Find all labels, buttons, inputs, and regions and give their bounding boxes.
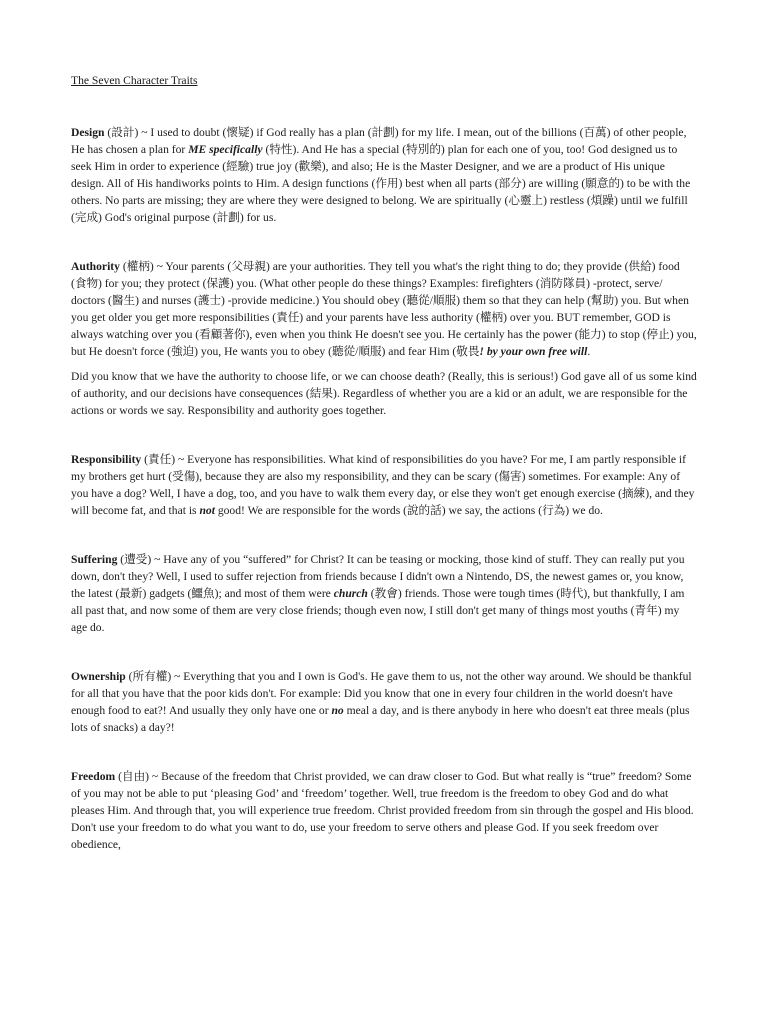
responsibility-text-2: good! We are responsible for the words (說的話) we say, the actions (行為) we do. <box>214 504 603 517</box>
design-text-1: (設計) ~ I used to doubt (懷疑) if God really has a plan (計劃) for my life. I mean, out of the billions (百萬) of other people, He has chosen a plan for <box>71 126 687 156</box>
suffering-text-1: (遭受) ~ Have any of you “suffered” for Christ? It can be teasing or mocking, those kind of stuff. They can really put you down, don't they? Well, I used to suffer rejection from friends because I didn't own a Nintendo, DS, the newest games or, you know, the latest (最新) gadgets (鱷魚); and most of them were <box>71 553 685 600</box>
freedom-paragraph <box>71 768 697 853</box>
authority-emphasis: ! by your own free will <box>479 345 588 358</box>
authority-text-1: (權柄) ~ Your parents (父母親) are your authorities. They tell you what's the right thing to do; they provide (供給) food (食物) for you; they protect (保護) you. (What other people do these things? Examples: firefighters (消防隊員) -protect, serve/ doctors (醫生) and nurses (護士) -provide medicine.) You should obey (聽從/順服) them so that they can help (幫助) you. But when you get older you get more responsibilities (責任) and your parents have less authority (權柄) over you. BUT remember, GOD is always watching over you (看顧著你), even when you think He doesn't see you. He certainly has the power (能力) to stop (停止) you, but He doesn't force (強迫) you, He wants you to obey (聽從/順服) and fear Him (敬畏 <box>71 260 697 358</box>
authority-paragraph <box>71 258 697 360</box>
design-emphasis: ME specifically <box>188 143 263 156</box>
ownership-text-2: meal a day, and is there anybody in here who doesn't eat three meals (plus lots of snacks) a day?! <box>71 704 690 734</box>
suffering-term: Suffering <box>71 553 118 566</box>
authority-paragraph-2: Did you know that we have the authority to choose life, or we can choose death? (Really, this is serious!) God gave all of us some kind of authority, and our decisions have consequences (結果). Regardless of whether you are a kid or an adult, we are responsible for the actions or words we say. Responsibility and authority goes together. <box>71 370 697 417</box>
document-page <box>71 72 697 853</box>
suffering-paragraph <box>71 551 697 636</box>
ownership-text-1: (所有權) ~ Everything that you and I own is God's. He gave them to us, not the other way around. We should be thankful for all that you have that the poor kids don't. For example: Did you know that one in every four children in the world doesn't have enough food to eat?! And usually they only have one or <box>71 670 692 717</box>
freedom-text-1: (自由) ~ Because of the freedom that Christ provided, we can draw closer to God. But what really is “true” freedom? Some of you may not be able to put ‘pleasing God’ and ‘freedom’ together. Well, true freedom is the freedom to obey God and do what pleases Him. And through that, you will experience true freedom. Christ provided freedom from sin through the gospel and His blood. Don't use your freedom to do what you want to do, use your freedom to serve others and please God. If you seek freedom over obedience, <box>71 770 694 851</box>
design-paragraph <box>71 124 697 226</box>
design-text-2: (特性). And He has a special (特別的) plan for each one of you, too! God designed us to seek Him in order to experience (經驗) true joy (歡樂), and also; He is the Master Designer, and we are a product of His unique design. All of His handiworks points to Him. A design functions (作用) best when all parts (部分) are willing (願意的) to be with the others. No parts are missing; they are where they were designed to belong. We are spiritually (心靈上) restless (煩躁) until we fulfill (完成) God's original purpose (計劃) for us. <box>71 143 691 224</box>
responsibility-emphasis: not <box>199 504 215 517</box>
document-title: The Seven Character Traits <box>71 74 198 87</box>
responsibility-text-1: (責任) ~ Everyone has responsibilities. What kind of responsibilities do you have? For me, I am partly responsible if my brothers get hurt (受傷), because they are also my responsibility, and they can be scary (傷害) sometimes. For example: Any of you have a dog? Well, I have a dog, too, and you have to walk them every day, or else they won't get enough exercise (摘練), and they will become fat, and that is <box>71 453 695 517</box>
suffering-emphasis: church <box>333 587 368 600</box>
responsibility-paragraph <box>71 451 697 519</box>
authority-term: Authority <box>71 260 120 273</box>
authority-text-end: . <box>587 345 591 358</box>
ownership-emphasis: no <box>331 704 344 717</box>
freedom-term: Freedom <box>71 770 116 783</box>
suffering-text-2: (教會) friends. Those were tough times (時代), but thankfully, I am all past that, and now some of them are very close friends; though even now, I still don't get many of things most youths (青年) my age do. <box>71 587 685 634</box>
design-term: Design <box>71 126 105 139</box>
responsibility-term: Responsibility <box>71 453 142 466</box>
ownership-term: Ownership <box>71 670 126 683</box>
ownership-paragraph <box>71 668 697 736</box>
